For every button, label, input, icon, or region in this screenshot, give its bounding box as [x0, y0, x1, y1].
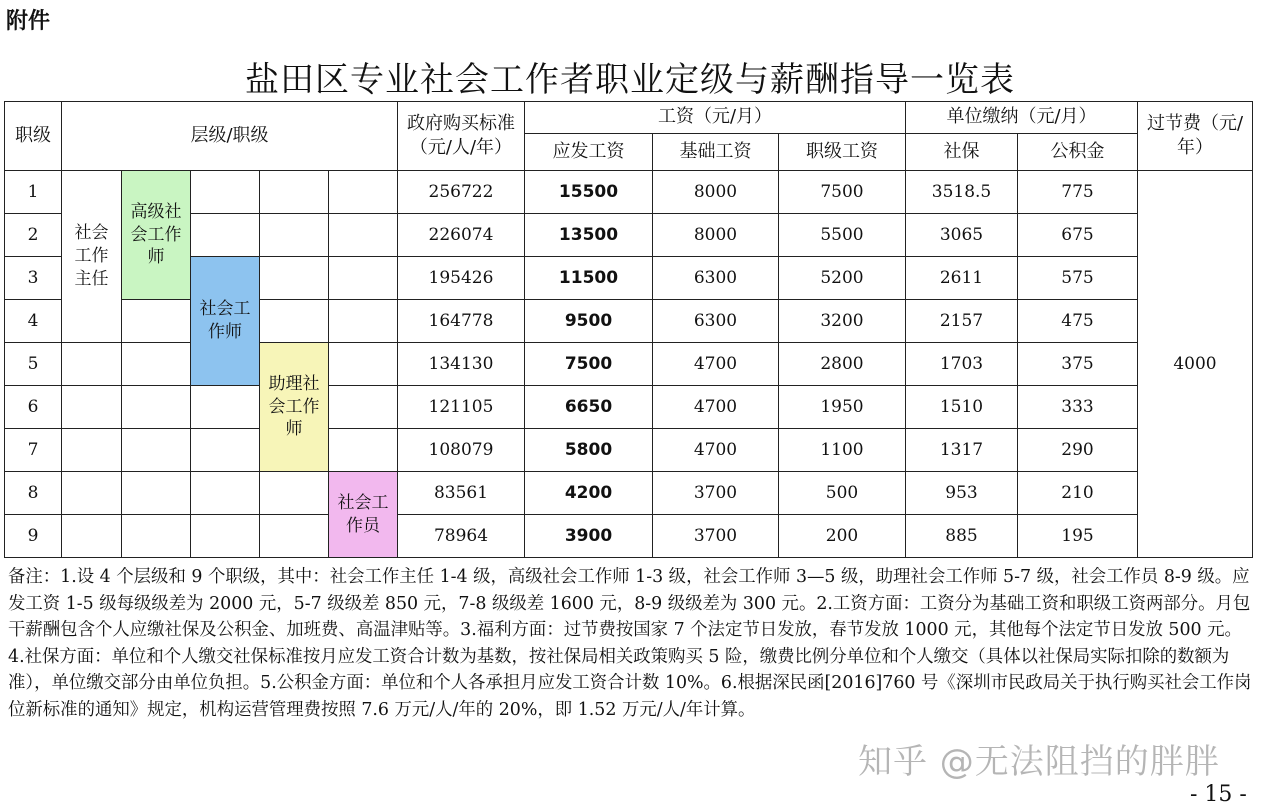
header-grade: 职级	[5, 102, 62, 171]
level-senior: 高级社会工作师	[122, 171, 191, 300]
header-base: 基础工资	[653, 134, 779, 171]
table-row	[5, 214, 1253, 257]
gov-standard-cell: 195426	[398, 257, 525, 300]
grade-cell: 2	[5, 214, 62, 257]
grade-salary-cell: 2800	[779, 343, 906, 386]
gross-salary-cell: 13500	[525, 214, 653, 257]
table-row	[5, 171, 1253, 214]
base-salary-cell: 3700	[653, 472, 779, 515]
grade-cell: 3	[5, 257, 62, 300]
fund-cell: 775	[1018, 171, 1138, 214]
grade-salary-cell: 3200	[779, 300, 906, 343]
base-salary-cell: 4700	[653, 386, 779, 429]
fund-cell: 575	[1018, 257, 1138, 300]
social-cell: 2611	[906, 257, 1018, 300]
grade-cell: 9	[5, 515, 62, 558]
fund-cell: 333	[1018, 386, 1138, 429]
gross-salary-cell: 9500	[525, 300, 653, 343]
level-assistant: 助理社会工作师	[260, 343, 329, 472]
gross-salary-cell: 3900	[525, 515, 653, 558]
grade-cell: 1	[5, 171, 62, 214]
grade-salary-cell: 5200	[779, 257, 906, 300]
social-cell: 1703	[906, 343, 1018, 386]
social-cell: 3065	[906, 214, 1018, 257]
base-salary-cell: 4700	[653, 429, 779, 472]
fund-cell: 475	[1018, 300, 1138, 343]
gross-salary-cell: 11500	[525, 257, 653, 300]
page-number: - 15 -	[1190, 782, 1247, 807]
header-fund: 公积金	[1018, 134, 1138, 171]
gross-salary-cell: 5800	[525, 429, 653, 472]
gov-standard-cell: 121105	[398, 386, 525, 429]
social-cell: 1510	[906, 386, 1018, 429]
fund-cell: 675	[1018, 214, 1138, 257]
header-social: 社保	[906, 134, 1018, 171]
header-gross: 应发工资	[525, 134, 653, 171]
header-grade-pay: 职级工资	[779, 134, 906, 171]
header-salary-group: 工资（元/月）	[525, 102, 906, 134]
header-gov-standard: 政府购买标准（元/人/年）	[398, 102, 525, 171]
social-cell: 953	[906, 472, 1018, 515]
social-cell: 885	[906, 515, 1018, 558]
table-row	[5, 386, 1253, 429]
grade-cell: 5	[5, 343, 62, 386]
grade-salary-cell: 1100	[779, 429, 906, 472]
grade-salary-cell: 200	[779, 515, 906, 558]
gov-standard-cell: 226074	[398, 214, 525, 257]
level-social-worker: 社会工作员	[329, 472, 398, 558]
table-row	[5, 257, 1253, 300]
base-salary-cell: 6300	[653, 300, 779, 343]
grade-cell: 6	[5, 386, 62, 429]
grade-salary-cell: 7500	[779, 171, 906, 214]
gov-standard-cell: 256722	[398, 171, 525, 214]
base-salary-cell: 8000	[653, 171, 779, 214]
watermark-text: 知乎 @无法阻挡的胖胖	[858, 742, 1220, 782]
attachment-label: 附件	[6, 9, 51, 34]
base-salary-cell: 3700	[653, 515, 779, 558]
base-salary-cell: 6300	[653, 257, 779, 300]
level-social-worker-master: 社会工作师	[191, 257, 260, 386]
notes-paragraph: 备注：1.设 4 个层级和 9 个职级，其中：社会工作主任 1-4 级，高级社会工作师 1-3 级，社会工作师 3—5 级，助理社会工作师 5-7 级，社会工作员 8-9 级。应发工资 1-5 级每级级差为 2000 元，5-7 级级差 850 元，7-8 级级差 1600 元，8-9 级级差为 300 元。2.工资方面：工资分为基础工资和职级工资两部分。月包干薪酬包含个人应缴社保及公积金、加班费、高温津贴等。3.福利方面：过节费按国家 7 个法定节日发放，春节发放 1000 元，其他每个法定节日发放 500 元。4.社保方面：单位和个人缴交社保标准按月应发工资合计数为基数，按社保局相关政策购买 5 险，缴费比例分单位和个人缴交（具体以社保局实际扣除的数额为准），单位缴交部分由单位负担。5.公积金方面：单位和个人各承担月应发工资合计数 10%。6.根据深民函[2016]760 号《深圳市民政局关于执行购买社会工作岗位新标准的通知》规定，机构运营管理费按照 7.6 万元/人/年的 20%，即 1.52 万元/人/年计算。	[8, 567, 1252, 720]
fund-cell: 290	[1018, 429, 1138, 472]
social-cell: 3518.5	[906, 171, 1018, 214]
grade-salary-cell: 5500	[779, 214, 906, 257]
table-row	[5, 472, 1253, 515]
table-row	[5, 515, 1253, 558]
social-cell: 2157	[906, 300, 1018, 343]
gov-standard-cell: 83561	[398, 472, 525, 515]
grade-cell: 8	[5, 472, 62, 515]
salary-table	[4, 101, 1253, 558]
header-level: 层级/职级	[62, 102, 398, 171]
base-salary-cell: 8000	[653, 214, 779, 257]
gross-salary-cell: 4200	[525, 472, 653, 515]
gross-salary-cell: 7500	[525, 343, 653, 386]
page-title: 盐田区专业社会工作者职业定级与薪酬指导一览表	[245, 60, 1015, 100]
fund-cell: 375	[1018, 343, 1138, 386]
gross-salary-cell: 6650	[525, 386, 653, 429]
fund-cell: 210	[1018, 472, 1138, 515]
grade-salary-cell: 500	[779, 472, 906, 515]
grade-cell: 4	[5, 300, 62, 343]
social-cell: 1317	[906, 429, 1018, 472]
gov-standard-cell: 78964	[398, 515, 525, 558]
header-holiday-fee: 过节费（元/年）	[1138, 102, 1253, 171]
gov-standard-cell: 108079	[398, 429, 525, 472]
base-salary-cell: 4700	[653, 343, 779, 386]
fund-cell: 195	[1018, 515, 1138, 558]
header-employer-group: 单位缴纳（元/月）	[906, 102, 1138, 134]
gov-standard-cell: 134130	[398, 343, 525, 386]
gross-salary-cell: 15500	[525, 171, 653, 214]
level-director: 社会工作主任	[62, 171, 122, 343]
table-row	[5, 429, 1253, 472]
grade-salary-cell: 1950	[779, 386, 906, 429]
gov-standard-cell: 164778	[398, 300, 525, 343]
holiday-fee-cell: 4000	[1138, 171, 1253, 558]
grade-cell: 7	[5, 429, 62, 472]
